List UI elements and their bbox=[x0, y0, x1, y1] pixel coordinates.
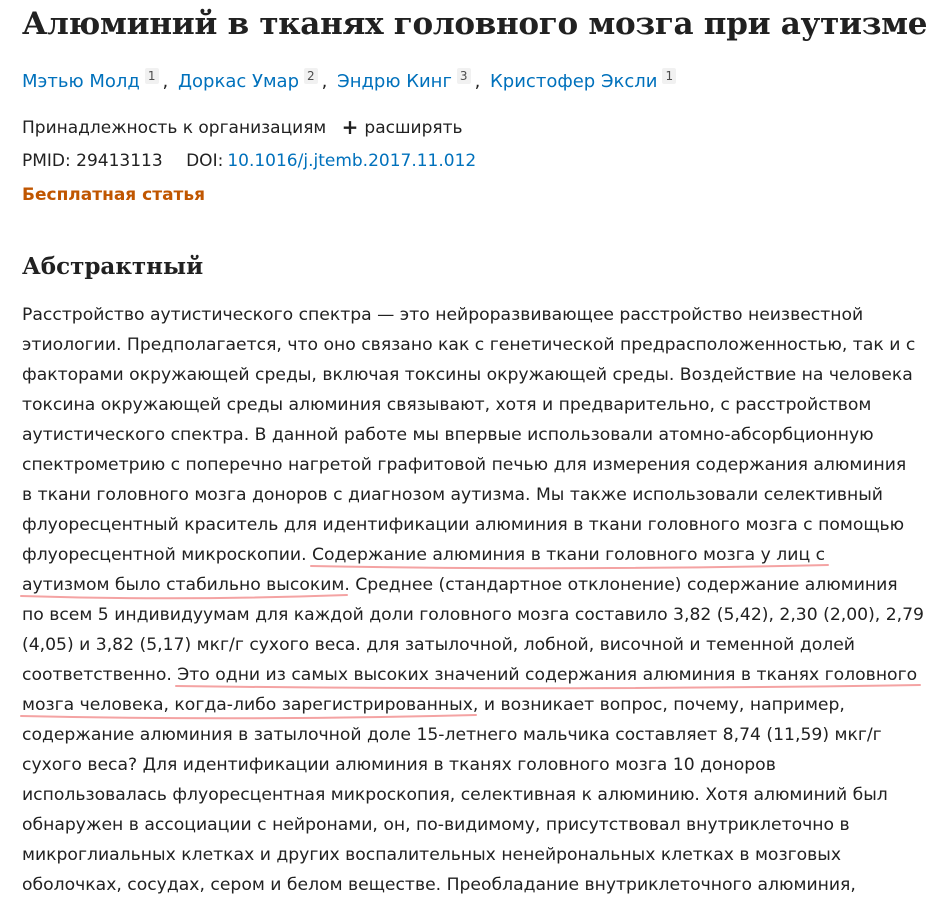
abstract-line: флуоресцентный краситель для идентификации алюминия в ткани головного мозга с помощью bbox=[22, 515, 905, 535]
highlighted-finding-1: Содержание алюминия в ткани головного мозга у лиц с bbox=[312, 545, 825, 565]
author-link-king[interactable]: Эндрю Кинг bbox=[337, 71, 452, 92]
abstract-line: микроглиальных клетках и других воспалительных ненейрональных клетках в мозговых bbox=[22, 845, 841, 865]
abstract-line bbox=[22, 570, 927, 600]
highlighted-finding-2-cont: мозга человека, когда-либо зарегистрированных bbox=[22, 695, 473, 715]
abstract-line: спектрометрию с поперечно нагретой графитовой печью для измерения содержания алюминия bbox=[22, 455, 907, 475]
authors-list bbox=[22, 68, 680, 96]
abstract-line: (4,05) и 3,82 (5,17) мкг/г сухого веса. для затылочной, лобной, височной и теменной долей bbox=[22, 635, 855, 655]
abstract-line: аутистического спектра. В данной работе мы впервые использовали атомно-абсорбционную bbox=[22, 425, 874, 445]
highlight-stroke bbox=[21, 595, 347, 598]
affiliations-label: Принадлежность к организациям bbox=[22, 118, 327, 138]
author-link-mold[interactable]: Мэтью Молд bbox=[22, 71, 140, 92]
highlight-stroke bbox=[176, 685, 920, 688]
author-link-exley[interactable]: Кристофер Эксли bbox=[490, 71, 658, 92]
abstract-line: этиологии. Предполагается, что оно связано как с генетической предрасположенностью, так и с bbox=[22, 335, 916, 355]
affiliation-badge[interactable]: 1 bbox=[662, 68, 676, 84]
abstract-text-segment: . Среднее (стандартное отклонение) содержание алюминия bbox=[344, 575, 898, 595]
author-link-umar[interactable]: Доркас Умар bbox=[177, 71, 300, 92]
affiliation-badge[interactable]: 3 bbox=[457, 68, 471, 84]
author-separator: , bbox=[474, 71, 481, 92]
abstract-text-segment: , и возникает вопрос, почему, например, bbox=[472, 695, 845, 715]
author-separator: , bbox=[321, 71, 328, 92]
abstract-line: в ткани головного мозга доноров с диагнозом аутизма. Мы также использовали селективный bbox=[22, 485, 883, 505]
abstract-line: использовалась флуоресцентная микроскопия, селективная к алюминию. Хотя алюминий был bbox=[22, 785, 888, 805]
abstract-line: оболочках, сосудах, сером и белом веществе. Преобладание внутриклеточного алюминия, bbox=[22, 875, 856, 895]
abstract-text-segment: соответственно. bbox=[22, 665, 178, 685]
highlighted-finding-2: Это одни из самых высоких значений содержания алюминия в тканях головного bbox=[177, 665, 917, 685]
plus-icon: + bbox=[341, 115, 359, 139]
highlighted-finding-1-cont: аутизмом было стабильно высоким bbox=[22, 575, 344, 595]
free-article-badge: Бесплатная статья bbox=[22, 185, 206, 205]
pmid: PMID: 29413113 bbox=[22, 151, 163, 171]
abstract-line: обнаружен в ассоциации с нейронами, он, по-видимому, присутствовал внутриклеточно в bbox=[22, 815, 850, 835]
highlight-stroke bbox=[21, 715, 476, 718]
abstract-line: факторами окружающей среды, включая токсины окружающей среды. Воздействие на человека bbox=[22, 365, 913, 385]
affiliations-row bbox=[22, 114, 463, 141]
abstract-line bbox=[22, 540, 927, 570]
doi-label: DOI: bbox=[186, 151, 224, 171]
author-separator: , bbox=[162, 71, 169, 92]
affiliation-badge[interactable]: 2 bbox=[304, 68, 318, 84]
article-title: Алюминий в тканях головного мозга при аутизме bbox=[22, 6, 928, 42]
abstract-line bbox=[22, 660, 927, 690]
highlight-stroke bbox=[311, 565, 828, 568]
affiliation-badge[interactable]: 1 bbox=[145, 68, 159, 84]
abstract-line bbox=[22, 690, 927, 720]
abstract-line: по всем 5 индивидуумам для каждой доли головного мозга составило 3,82 (5,42), 2,30 (2,00), 2,79 bbox=[22, 605, 924, 625]
expand-label: расширять bbox=[364, 118, 463, 138]
abstract-line: сухого веса? Для идентификации алюминия в тканях головного мозга 10 доноров bbox=[22, 755, 776, 775]
abstract-heading: Абстрактный bbox=[22, 253, 204, 280]
identifiers-row bbox=[22, 148, 476, 174]
abstract-line: Расстройство аутистического спектра — это нейроразвивающее расстройство неизвестной bbox=[22, 305, 864, 325]
abstract-line: содержание алюминия в затылочной доле 15-летнего мальчика составляет 8,74 (11,59) мкг/г bbox=[22, 725, 882, 745]
abstract-line: токсина окружающей среды алюминия связывают, хотя и предварительно, с расстройством bbox=[22, 395, 872, 415]
abstract-text bbox=[22, 300, 927, 900]
abstract-text-segment: флуоресцентной микроскопии. bbox=[22, 545, 313, 565]
expand-affiliations-button[interactable] bbox=[341, 115, 463, 139]
doi-link[interactable]: 10.1016/j.jtemb.2017.11.012 bbox=[227, 151, 477, 171]
